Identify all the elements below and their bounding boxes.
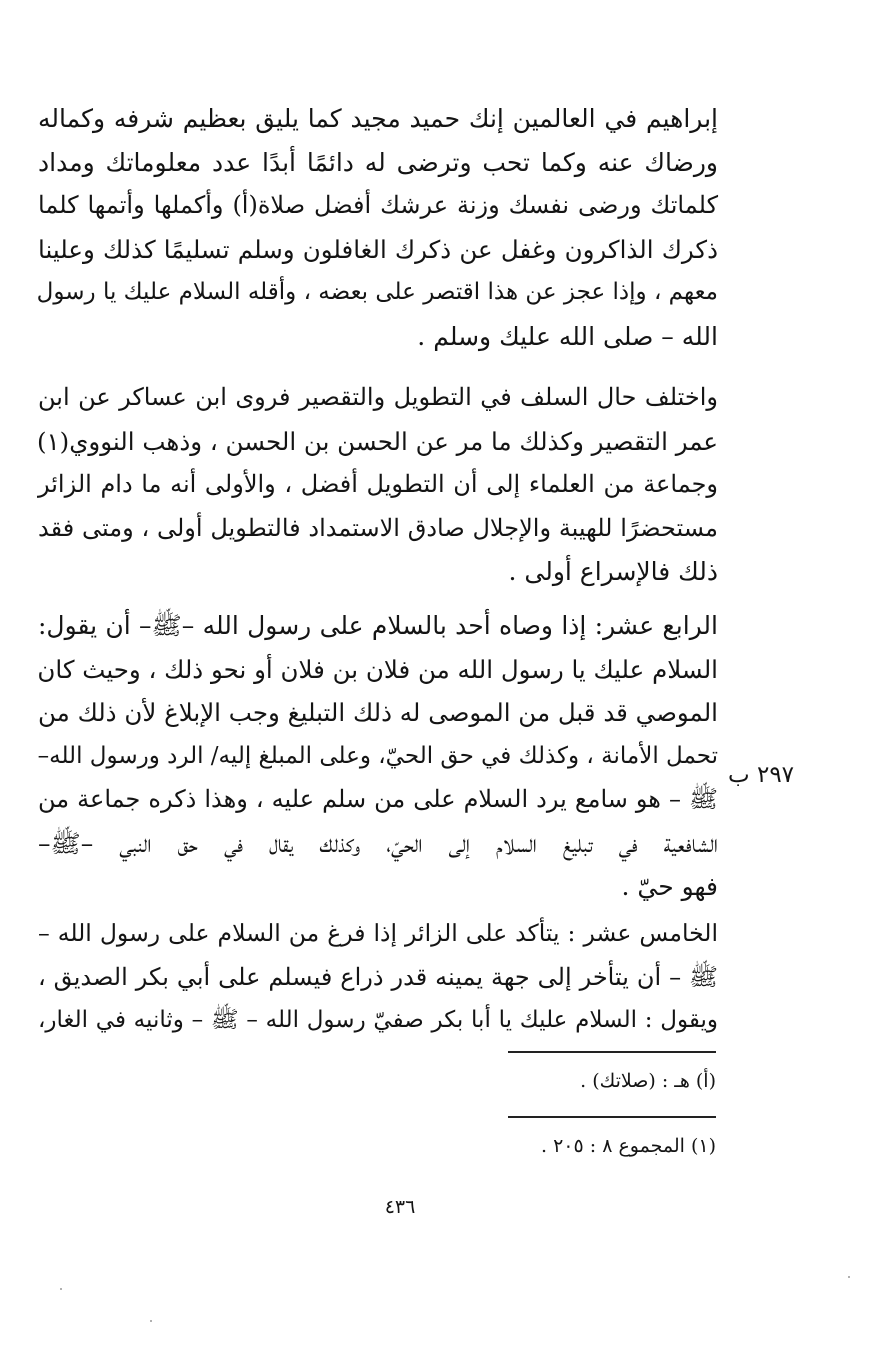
text-line: إبراهيم في العالمين إنك حميد مجيد كما يليق بعظيم شرفه وكماله (38, 104, 718, 133)
text-line: تحمل الأمانة ، وكذلك في حق الحيّ، وعلى المبلغ إليه/ الرد ورسول الله– (37, 742, 718, 769)
text-line: الخامس عشر : يتأكد على الزائر إذا فرغ من السلام على رسول الله – (38, 919, 718, 947)
text-line: ﷺ – أن يتأخر إلى جهة يمينه قدر ذراع فيسلم على أبي بكر الصديق ، (38, 962, 718, 991)
text-line: كلماتك ورضى نفسك وزنة عرشك أفضل صلاة(أ) وأكملها وأتمها كلما (38, 191, 718, 219)
footnote-separator (508, 1051, 716, 1053)
footnote-reference: (١) المجموع ٨ : ٢٠٥ . (540, 1135, 716, 1157)
page-number: ٤٣٦ (384, 1196, 416, 1218)
text-line: السلام عليك يا رسول الله من فلان بن فلان أو نحو ذلك ، وحيث كان (37, 654, 718, 684)
paragraph-prayer-conclusion (38, 97, 718, 358)
text-line: الموصي قد قبل من الموصى له ذلك التبليغ وجب الإبلاغ لأن ذلك من (38, 698, 718, 727)
text-line: ﷺ – هو سامع يرد السلام على من سلم عليه ، وهذا ذكره جماعة من (38, 785, 718, 813)
scan-speck (848, 1276, 850, 1278)
scan-speck (60, 1288, 62, 1290)
text-line: ذلك فالإسراع أولى . (508, 557, 718, 586)
text-line: واختلف حال السلف في التطويل والتقصير فروى ابن عساكر عن ابن (38, 383, 718, 411)
footnote-variant: (أ) هـ : (صلاتك) . (580, 1070, 716, 1092)
text-line: الشافعية في تبليغ السلام إلى الحيّ، وكذلك يقال في حق النبي –ﷺ– (38, 828, 718, 858)
text-line: معهم ، وإذا عجز عن هذا اقتصر على بعضه ، وأقله السلام عليك يا رسول (36, 279, 718, 305)
scan-speck (150, 1320, 152, 1322)
text-line: الرابع عشر: إذا وصاه أحد بالسلام على رسول الله –ﷺ– أن يقول: (38, 611, 718, 640)
text-line: عمر التقصير وكذلك ما مر عن الحسن بن الحسن ، وذهب النووي(١) (36, 426, 718, 456)
text-line: ويقول : السلام عليك يا أبا بكر صفيّ رسول الله – ﷺ – وثانيه في الغار، (38, 1007, 718, 1033)
paragraph-salaf-difference (38, 376, 718, 594)
text-line: مستحضرًا للهيبة والإجلال صادق الاستمداد فالتطويل أولى ، ومتى فقد (38, 513, 718, 542)
manuscript-folio-marker: ٢٩٧ ب (728, 762, 795, 788)
footnote-separator (508, 1116, 716, 1118)
text-line: ورضاك عنه وكما تحب وترضى له دائمًا أبدًا عدد معلوماتك ومداد (38, 147, 718, 177)
text-line: فهو حيّ . (621, 872, 718, 901)
text-line: وجماعة من العلماء إلى أن التطويل أفضل ، والأولى أنه ما دام الزائر (38, 470, 718, 498)
text-line: الله – صلى الله عليك وسلم . (417, 321, 718, 351)
paragraph-fifteenth (38, 912, 718, 1043)
paragraph-fourteenth (38, 604, 718, 909)
text-line: ذكرك الذاكرون وغفل عن ذكرك الغافلون وسلم تسليمًا كذلك وعلينا (38, 234, 718, 264)
